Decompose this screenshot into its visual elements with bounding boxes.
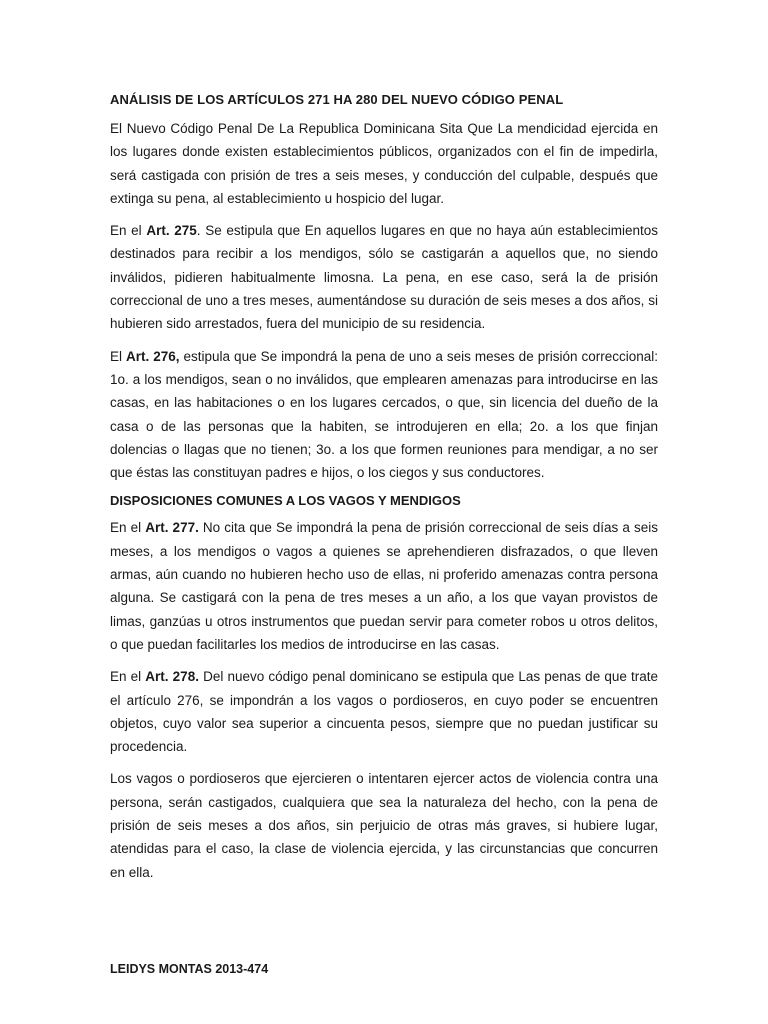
- article-276-label: Art. 276,: [126, 348, 180, 364]
- article-277-paragraph: [110, 516, 658, 656]
- author-footer: LEIDYS MONTAS 2013-474: [110, 962, 269, 976]
- closing-paragraph: Los vagos o pordioseros que ejercieren o intentaren ejercer actos de violencia contra una persona, serán castigados, cualquiera que sea la naturaleza del hecho, con la pena de prisión de seis meses a dos años, sin perjuicio de otras más graves, si hubiere lugar, atendidas para el caso, la clase de violencia ejercida, y las circunstancias que concurren en ella.: [110, 771, 658, 880]
- article-276-text: estipula que Se impondrá la pena de uno a seis meses de prisión correccional: 1o. a los mendigos, sean o no inválidos, que emplearen amenazas para introducirse en las casas, en las habitaciones o en los lugares cercados, o que, sin licencia del dueño de la casa o de las personas que la habiten, se introdujeren en ella; 2o. a los que finjan dolencias o llagas que no tienen; 3o. a los que formen reuniones para mendigar, a no ser que éstas las constituyan padres e hijos, o los ciegos y sus conductores.: [110, 348, 658, 481]
- article-277-label: Art. 277.: [145, 520, 199, 536]
- article-278-label: Art. 278.: [145, 669, 199, 685]
- article-276-paragraph: [110, 345, 658, 485]
- article-277-prefix: En el: [110, 520, 146, 536]
- document-title: ANÁLISIS DE LOS ARTÍCULOS 271 HA 280 DEL NUEVO CÓDIGO PENAL: [110, 92, 564, 107]
- section-subheading: DISPOSICIONES COMUNES A LOS VAGOS Y MENDIGOS: [110, 493, 461, 509]
- article-275-label: Art. 275: [146, 223, 197, 239]
- article-276-prefix: El: [110, 348, 126, 364]
- article-278-paragraph: [110, 665, 658, 758]
- article-278-text: Del nuevo código penal dominicano se estipula que Las penas de que trate el artículo 276, se impondrán a los vagos o pordioseros, en cuyo poder se encuentren objetos, cuyo valor sea superior a cincuenta pesos, siempre que no puedan justificar su procedencia.: [110, 669, 659, 755]
- article-277-text: No cita que Se impondrá la pena de prisión correccional de seis días a seis meses, a los mendigos o vagos a quienes se aprehendieren disfrazados, o que lleven armas, aún cuando no hubieren hecho uso de ellas, ni proferido amenazas contra persona alguna. Se castigará con la pena de tres meses a un año, a los que vayan provistos de limas, ganzúas u otros instrumentos que puedan servir para cometer robos u otros delitos, o que puedan facilitarles los medios de introducirse en las casas.: [110, 520, 658, 652]
- article-278-prefix: En el: [110, 669, 146, 685]
- intro-paragraph: El Nuevo Código Penal De La Republica Dominicana Sita Que La mendicidad ejercida en los lugares donde existen establecimientos públicos, organizados con el fin de impedirla, será castigada con prisión de tres a seis meses, y conducción del culpable, después que extinga su pena, al establecimiento u hospicio del lugar.: [110, 121, 658, 206]
- article-275-paragraph: [110, 219, 658, 335]
- article-275-prefix: En el: [110, 223, 147, 239]
- article-275-text: . Se estipula que En aquellos lugares en que no haya aún establecimientos destinados para recibir a los mendigos, sólo se castigarán a aquellos que, no siendo inválidos, pidieren habitualmente limosna. La pena, en ese caso, será la de prisión correccional de uno a tres meses, aumentándose su duración de seis meses a dos años, si hubieren sido arrestados, fuera del municipio de su residencia.: [110, 223, 658, 332]
